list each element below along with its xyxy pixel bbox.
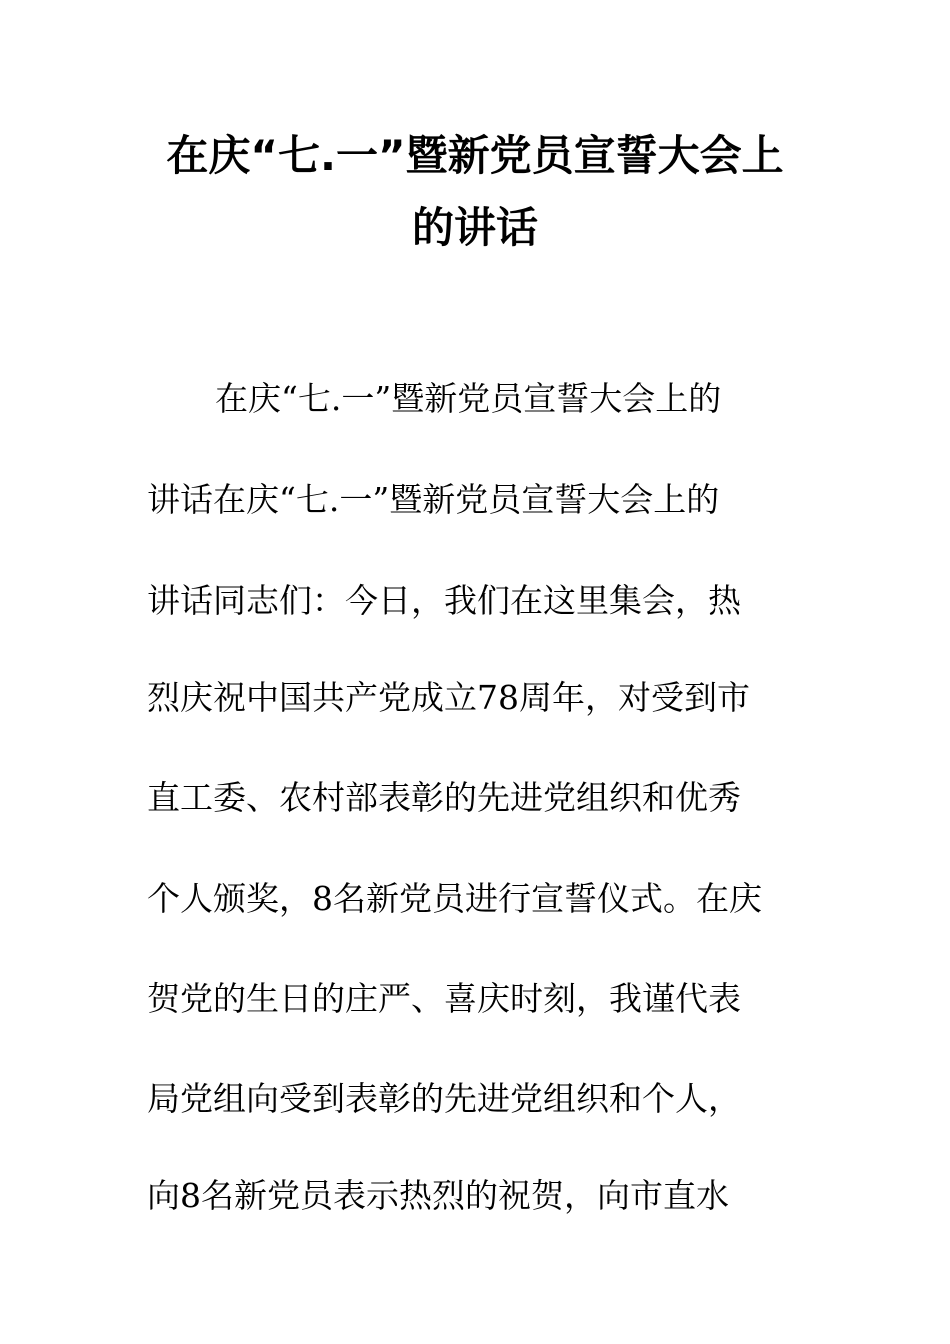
body-line-6: 个人颁奖，8名新党员进行宣誓仪式。在庆 [147, 879, 762, 918]
body-line-5: 直工委、农村部表彰的先进党组织和优秀 [147, 778, 741, 817]
body-line-1: 在庆“七.一”暨新党员宣誓大会上的 [215, 379, 722, 418]
body-line-8: 局党组向受到表彰的先进党组织和个人， [147, 1079, 741, 1118]
body-line-7: 贺党的生日的庄严、喜庆时刻，我谨代表 [147, 979, 741, 1018]
body-line-4: 烈庆祝中国共产党成立78周年，对受到市 [147, 678, 750, 717]
body-line-3: 讲话同志们：今日，我们在这里集会，热 [147, 581, 741, 620]
body-line-9: 向8名新党员表示热烈的祝贺，向市直水 [147, 1176, 729, 1215]
document-title-line-1: 在庆“七.一”暨新党员宣誓大会上 [166, 131, 784, 180]
body-line-2: 讲话在庆“七.一”暨新党员宣誓大会上的 [147, 480, 720, 519]
document-title-line-2: 的讲话 [411, 203, 538, 252]
